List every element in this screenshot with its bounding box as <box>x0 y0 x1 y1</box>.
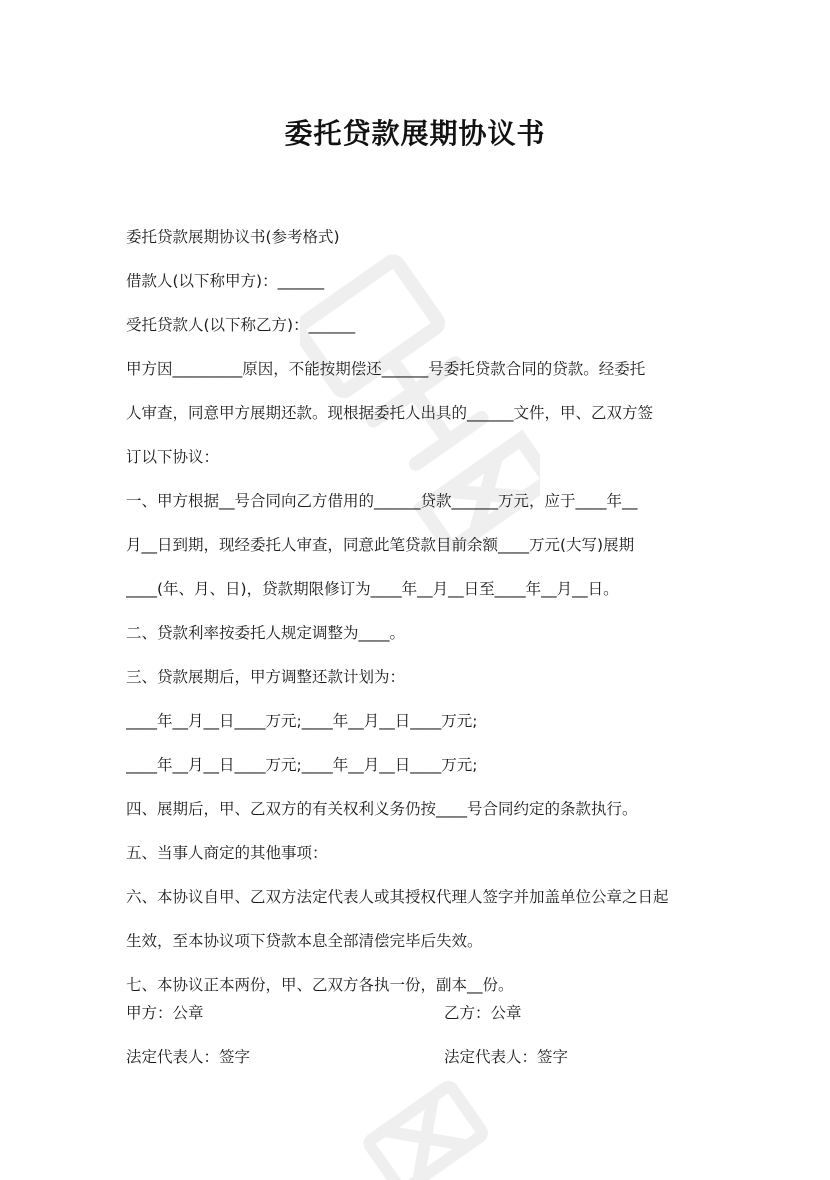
clause-1-line: 一、甲方根据__号合同向乙方借用的______贷款______万元，应于____年__ <box>126 492 638 510</box>
paragraph-line: 订以下协议： <box>126 448 220 466</box>
watermark-graphic-bottom <box>320 1080 520 1180</box>
clause-6-line: 六、本协议自甲、乙双方法定代表人或其授权代理人签字并加盖单位公章之日起 <box>126 888 669 906</box>
clause-7-line: 七、本协议正本两份，甲、乙双方各执一份，副本__份。 <box>126 976 514 994</box>
document-title: 委托贷款展期协议书 <box>284 117 546 150</box>
clause-2-line: 二、贷款利率按委托人规定调整为____。 <box>126 624 406 642</box>
subtitle-line: 委托贷款展期协议书(参考格式) <box>126 228 340 246</box>
seal-row <box>126 991 712 1035</box>
paragraph-line: 人审查，同意甲方展期还款。现根据委托人出具的______文件，甲、乙双方签 <box>126 404 654 422</box>
party-b-representative: 法定代表人：签字 <box>444 1048 569 1066</box>
repayment-plan-line: ____年__月__日____万元;____年__月__日____万元; <box>126 756 478 774</box>
clause-1-line: ____(年、月、日)，贷款期限修订为____年__月__日至____年__月__日。 <box>126 580 619 598</box>
document-body <box>126 215 712 1007</box>
party-a-representative: 法定代表人：签字 <box>126 1048 251 1066</box>
clause-6-line: 生效，至本协议项下贷款本息全部清偿完毕后失效。 <box>126 932 483 950</box>
clause-5-line: 五、当事人商定的其他事项： <box>126 844 328 862</box>
clause-1-line: 月__日到期，现经委托人审查，同意此笔贷款目前余额____万元(大写)展期 <box>126 536 635 554</box>
lender-line: 受托贷款人(以下称乙方)：______ <box>126 316 356 334</box>
clause-3-line: 三、贷款展期后，甲方调整还款计划为： <box>126 668 406 686</box>
repayment-plan-line: ____年__月__日____万元;____年__月__日____万元; <box>126 712 478 730</box>
paragraph-line: 甲方因_________原因，不能按期偿还______号委托贷款合同的贷款。经委托 <box>126 360 646 378</box>
representative-row <box>126 1035 712 1079</box>
party-a-seal: 甲方：公章 <box>126 1004 204 1022</box>
clause-4-line: 四、展期后，甲、乙双方的有关权利义务仍按____号合同约定的条款执行。 <box>126 800 638 818</box>
party-b-seal: 乙方：公章 <box>444 1004 522 1022</box>
borrower-line: 借款人(以下称甲方)：______ <box>126 272 325 290</box>
